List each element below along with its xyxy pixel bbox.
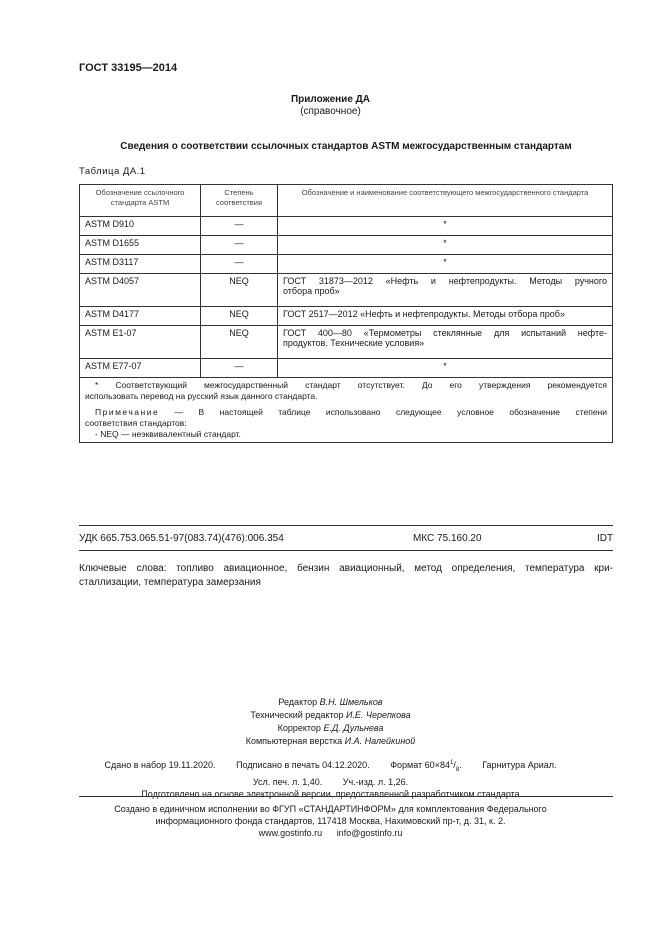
cell-standard: * — [278, 359, 613, 378]
credit-editor: Редактор В.Н. Шмельков — [278, 697, 383, 707]
cell-standard-line2: отбора проб» — [283, 286, 340, 296]
cell-standard: * — [278, 236, 613, 255]
cell-standard — [278, 326, 613, 359]
footer-line2: информационного фонда стандартов, 117418 Москва, Нахимовский пр-т, д. 31, к. 2. — [155, 816, 506, 826]
footnote-line2: использовать перевод на русский язык данного стандарта. — [85, 391, 318, 401]
table-row — [80, 274, 613, 307]
cell-code: ASTM D4057 — [80, 274, 201, 307]
cell-degree: — — [201, 236, 278, 255]
table-row — [80, 359, 613, 378]
keywords-line1: Ключевые слова: топливо авиационное, бензин авиационный, метод определения, температура кри- — [79, 563, 613, 574]
cell-standard: * — [278, 255, 613, 274]
udk-code: УДК 665.753.065.51-97(083.74)(476):006.354 — [79, 533, 284, 544]
annex-title: Приложение ДА — [290, 94, 371, 105]
cell-code: ASTM D910 — [80, 217, 201, 236]
note-line1 — [85, 407, 607, 418]
correspondence-table — [79, 184, 613, 443]
print-info — [0, 757, 661, 800]
annex-subtitle: (справочное) — [300, 106, 361, 117]
cell-code: ASTM D1655 — [80, 236, 201, 255]
email-link[interactable]: info@gostinfo.ru — [336, 828, 403, 838]
table-row — [80, 236, 613, 255]
footer-line1: Создано в единичном исполнении во ФГУП «СТАНДАРТИНФОРМ» для комплектования Федерального — [114, 804, 547, 814]
footnote-line1: * Соответствующий межгосударственный стандарт отсутствует. До его утверждения рекомендуется — [95, 380, 607, 390]
header-astm: Обозначение ссылочного стандарта ASTM — [80, 185, 201, 217]
cell-standard-line1: ГОСТ 31873—2012 «Нефть и нефтепродукты. Методы ручного — [283, 276, 607, 286]
cell-degree: NEQ — [201, 274, 278, 307]
keywords-line2: сталлизации, температура замерзания — [79, 577, 261, 588]
credit-tech-editor: Технический редактор И.Е. Черепкова — [250, 710, 411, 720]
cell-code: ASTM E1-07 — [80, 326, 201, 359]
table-row — [80, 307, 613, 326]
table-notes — [80, 378, 613, 443]
print-line3: Подготовлено на основе электронной версии, предоставленной разработчиком стандарта — [141, 788, 520, 799]
keywords — [79, 562, 613, 590]
print-line2: Усл. печ. л. 1,40. Уч.-изд. л. 1,26. — [252, 776, 409, 787]
header-standard: Обозначение и наименование соответствующего межгосударственного стандарта — [278, 185, 613, 217]
cell-degree: — — [201, 255, 278, 274]
cell-standard-line1: ГОСТ 400—80 «Термометры стеклянные для испытаний нефте- — [283, 328, 607, 338]
credits-block — [0, 696, 661, 748]
table-row — [80, 217, 613, 236]
cell-code: ASTM D3117 — [80, 255, 201, 274]
divider-top — [79, 525, 613, 526]
note-text: — В настоящей таблице использовано следующее условное обозначение степени — [159, 407, 607, 417]
cell-degree: — — [201, 217, 278, 236]
cell-degree: — — [201, 359, 278, 378]
section-title: Сведения о соответствии ссылочных стандартов ASTM межгосударственным стандартам — [120, 141, 572, 152]
header-degree: Степень соответствия — [201, 185, 278, 217]
page-header: ГОСТ 33195—2014 — [79, 62, 178, 74]
print-line1: Сдано в набор 19.11.2020. Подписано в печать 04.12.2020. Формат $60\times 84^1/_8$. Гарнитура Ариал. — [104, 760, 557, 773]
table-notes-row — [80, 378, 613, 443]
mks-code: МКС 75.160.20 — [413, 533, 482, 544]
divider-bottom — [79, 796, 613, 797]
cell-standard: * — [278, 217, 613, 236]
divider-middle — [79, 550, 613, 551]
credit-layout: Компьютерная верстка И.А. Налейкиной — [245, 736, 416, 746]
credit-corrector: Корректор Е.Д. Дульнева — [277, 723, 384, 733]
table-row — [80, 255, 613, 274]
cell-degree: NEQ — [201, 326, 278, 359]
table-caption: Таблица ДА.1 — [79, 166, 146, 177]
cell-standard: ГОСТ 2517—2012 «Нефть и нефтепродукты. Методы отбора проб» — [278, 307, 613, 326]
cell-degree: NEQ — [201, 307, 278, 326]
cell-standard — [278, 274, 613, 307]
note-line3: - NEQ — неэквивалентный стандарт. — [95, 429, 241, 439]
idt-code: IDT — [597, 533, 614, 544]
website-link[interactable]: www.gostinfo.ru — [258, 828, 323, 838]
table-header-row — [80, 185, 613, 217]
footer-line3 — [0, 827, 661, 839]
note-line2: соответствия стандартов: — [85, 418, 187, 428]
publisher-footer — [0, 803, 661, 839]
table-row — [80, 326, 613, 359]
note-label: Примечание — [95, 407, 160, 417]
cell-code: ASTM E77-07 — [80, 359, 201, 378]
cell-standard-line2: продуктов. Технические условия» — [283, 338, 425, 348]
cell-code: ASTM D4177 — [80, 307, 201, 326]
